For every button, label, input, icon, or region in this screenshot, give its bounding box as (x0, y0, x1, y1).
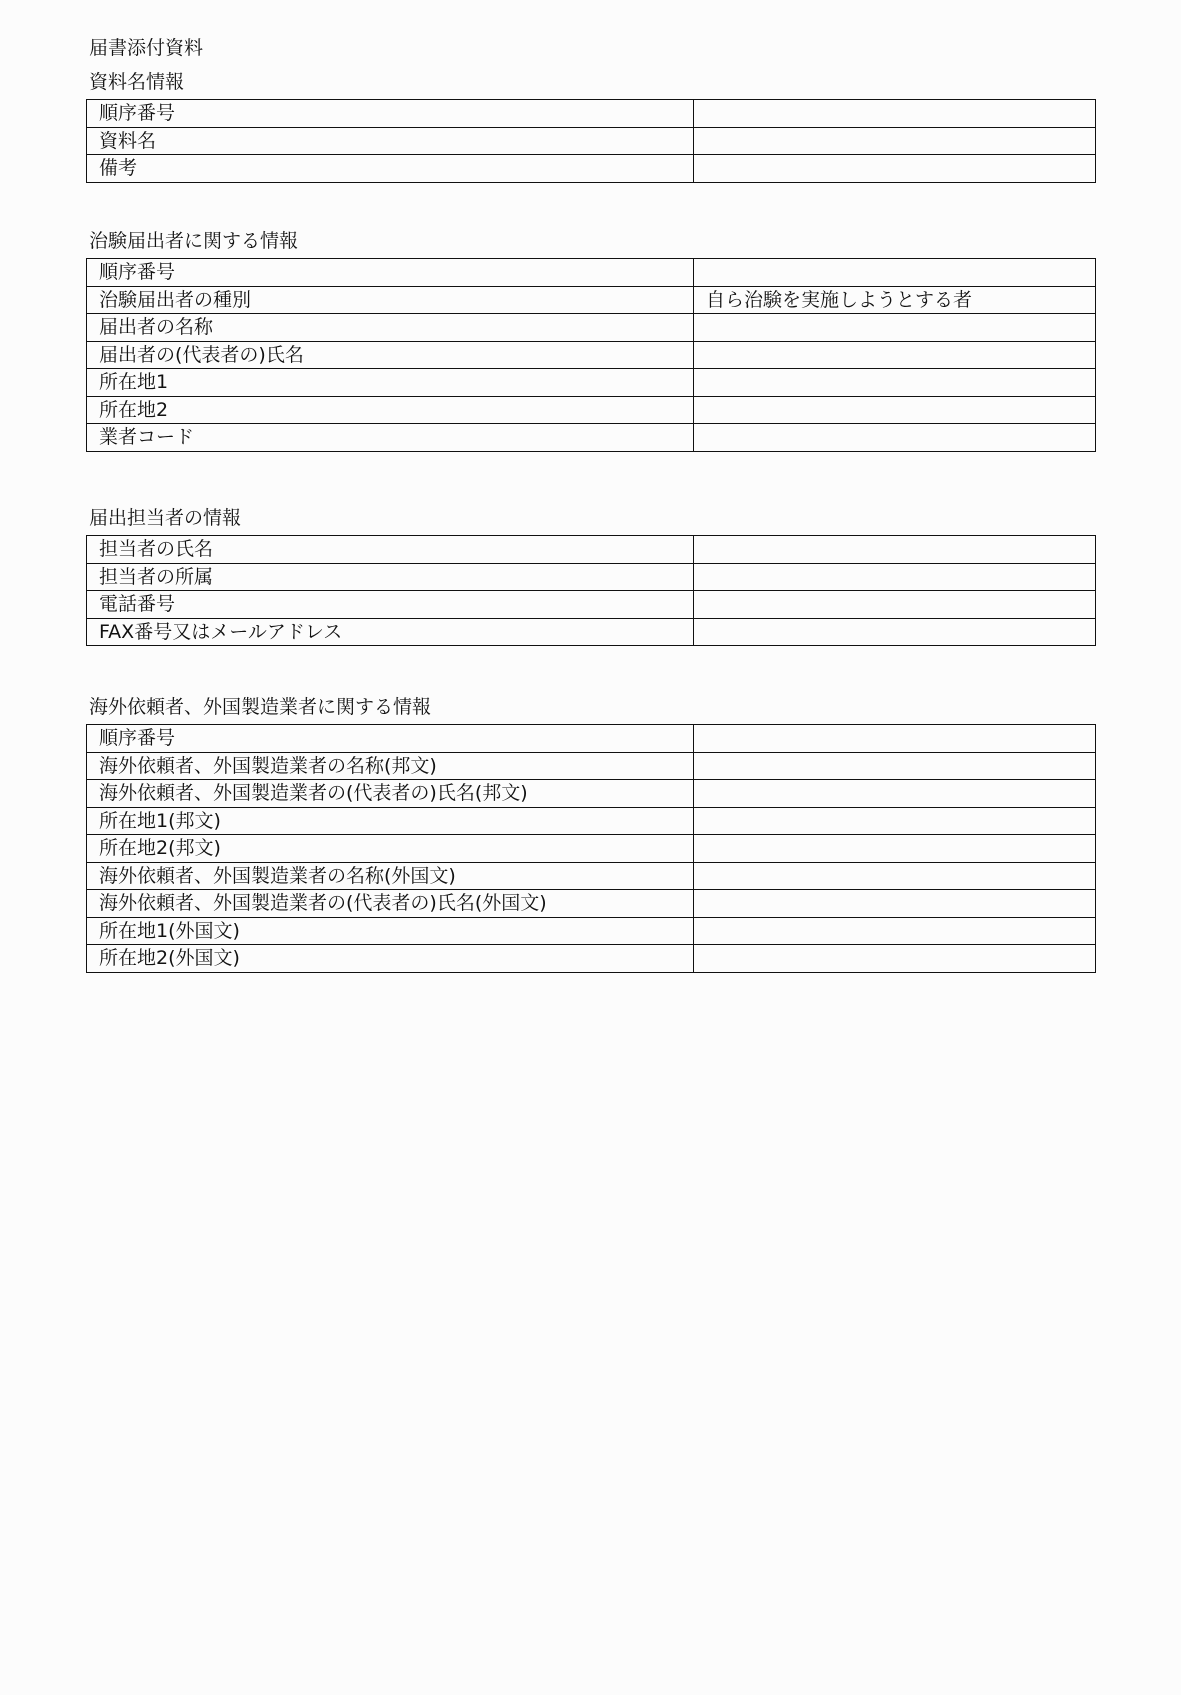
table-row (87, 536, 1096, 564)
field-label: 治験届出者の種別 (87, 286, 694, 314)
table-row (87, 314, 1096, 342)
field-value (694, 396, 1096, 424)
table-row (87, 945, 1096, 973)
table-foreign-sponsor-info (86, 724, 1096, 973)
field-value (694, 807, 1096, 835)
field-value (694, 835, 1096, 863)
field-label: 順序番号 (87, 100, 694, 128)
table-row (87, 835, 1096, 863)
table-row (87, 259, 1096, 287)
field-value (694, 424, 1096, 452)
field-label: 所在地1(邦文) (87, 807, 694, 835)
field-value (694, 618, 1096, 646)
field-label: 担当者の氏名 (87, 536, 694, 564)
field-value (694, 536, 1096, 564)
field-label: 所在地1 (87, 369, 694, 397)
field-label: 海外依頼者、外国製造業者の(代表者の)氏名(外国文) (87, 890, 694, 918)
field-label: 所在地2 (87, 396, 694, 424)
table-row (87, 862, 1096, 890)
section-heading: 届出担当者の情報 (89, 507, 242, 529)
field-value (694, 780, 1096, 808)
field-value (694, 725, 1096, 753)
field-label: 順序番号 (87, 259, 694, 287)
table-row (87, 396, 1096, 424)
field-label: 備考 (87, 155, 694, 183)
table-row (87, 563, 1096, 591)
field-label: FAX番号又はメールアドレス (87, 618, 694, 646)
field-label: 所在地2(外国文) (87, 945, 694, 973)
field-label: 海外依頼者、外国製造業者の名称(外国文) (87, 862, 694, 890)
table-row (87, 286, 1096, 314)
field-label: 担当者の所属 (87, 563, 694, 591)
field-label: 業者コード (87, 424, 694, 452)
field-value (694, 890, 1096, 918)
table-row (87, 917, 1096, 945)
field-value: 自ら治験を実施しようとする者 (694, 286, 1096, 314)
table-row (87, 127, 1096, 155)
field-label: 海外依頼者、外国製造業者の(代表者の)氏名(邦文) (87, 780, 694, 808)
field-label: 所在地2(邦文) (87, 835, 694, 863)
field-value (694, 591, 1096, 619)
table-row (87, 591, 1096, 619)
table-row (87, 890, 1096, 918)
table-row (87, 780, 1096, 808)
field-label: 順序番号 (87, 725, 694, 753)
field-value (694, 259, 1096, 287)
field-label: 海外依頼者、外国製造業者の名称(邦文) (87, 752, 694, 780)
field-value (694, 314, 1096, 342)
field-value (694, 100, 1096, 128)
table-contact-info (86, 535, 1096, 646)
section-heading: 治験届出者に関する情報 (89, 230, 299, 252)
field-label: 届出者の名称 (87, 314, 694, 342)
table-row (87, 155, 1096, 183)
field-value (694, 563, 1096, 591)
table-row (87, 725, 1096, 753)
section-heading: 海外依頼者、外国製造業者に関する情報 (89, 696, 432, 718)
table-row (87, 369, 1096, 397)
field-value (694, 862, 1096, 890)
field-label: 所在地1(外国文) (87, 917, 694, 945)
document-title: 届書添付資料 (89, 37, 204, 59)
field-label: 届出者の(代表者の)氏名 (87, 341, 694, 369)
field-value (694, 917, 1096, 945)
field-value (694, 341, 1096, 369)
table-row (87, 341, 1096, 369)
field-value (694, 752, 1096, 780)
table-document-info (86, 99, 1096, 183)
table-row (87, 618, 1096, 646)
field-value (694, 945, 1096, 973)
section-heading: 資料名情報 (89, 71, 185, 93)
table-row (87, 424, 1096, 452)
field-value (694, 369, 1096, 397)
table-applicant-info (86, 258, 1096, 452)
field-label: 資料名 (87, 127, 694, 155)
field-label: 電話番号 (87, 591, 694, 619)
field-value (694, 127, 1096, 155)
table-row (87, 807, 1096, 835)
field-value (694, 155, 1096, 183)
table-row (87, 752, 1096, 780)
table-row (87, 100, 1096, 128)
